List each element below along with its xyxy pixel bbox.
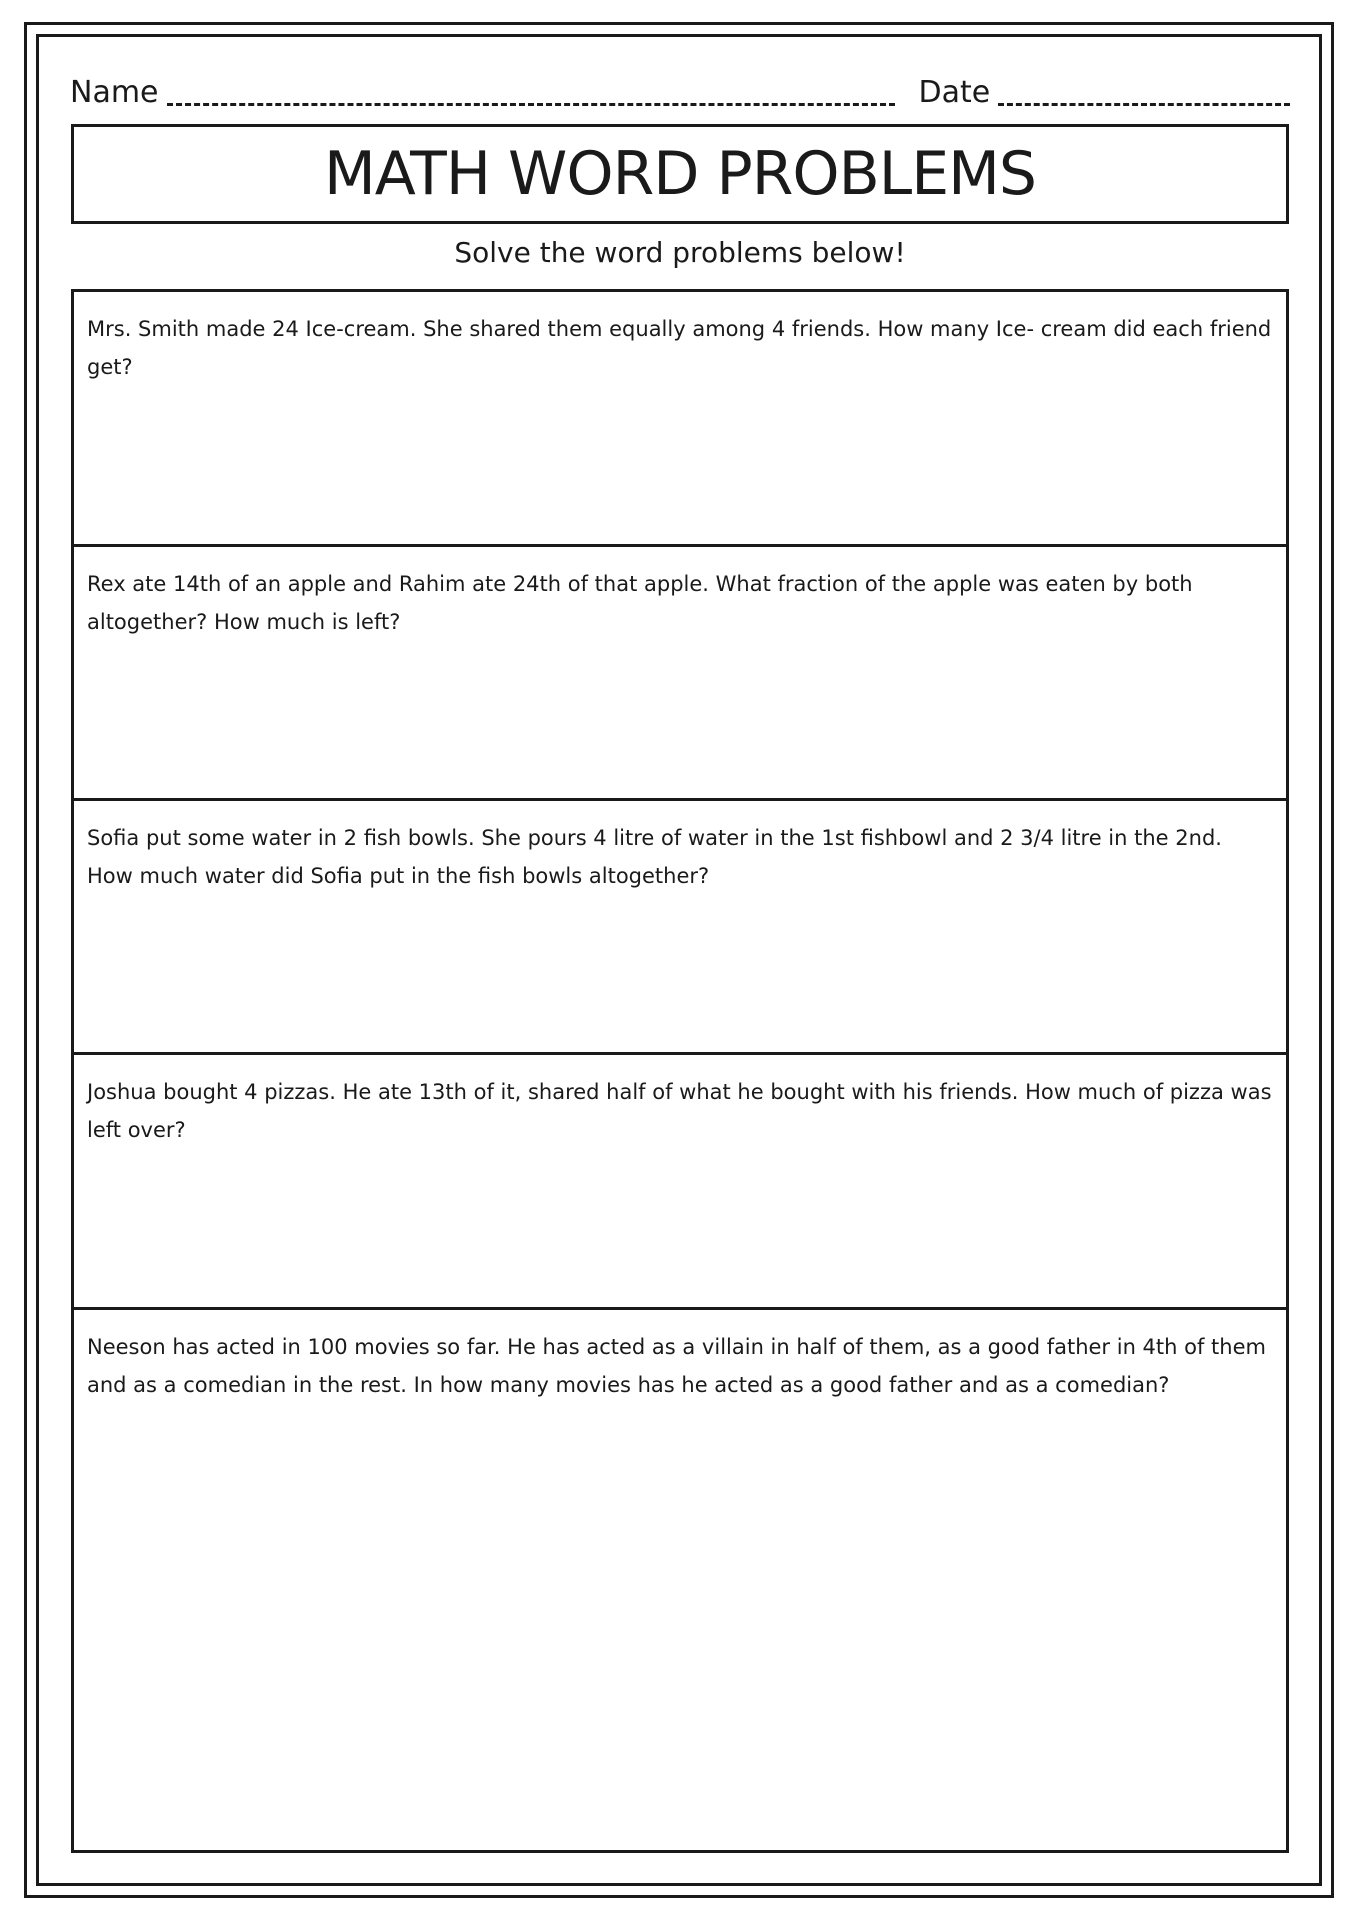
name-label: Name [70, 75, 159, 110]
problem-text: Neeson has acted in 100 movies so far. He has acted as a villain in half of them, as a good father in 4th of them and as a comedian in the rest. In how many movies has he acted as a good father and as a comedian? [87, 1335, 1266, 1397]
problem-row[interactable] [74, 292, 1286, 547]
problem-row[interactable] [74, 547, 1286, 801]
problem-row[interactable] [74, 1310, 1286, 1850]
problem-text: Sofia put some water in 2 fish bowls. She pours 4 litre of water in the 1st fishbowl and 2 3/4 litre in the 2nd. How much water did Sofia put in the fish bowls altogether? [87, 826, 1222, 888]
problem-row[interactable] [74, 1055, 1286, 1310]
problem-row[interactable] [74, 801, 1286, 1055]
title-box [71, 124, 1289, 224]
worksheet-title: MATH WORD PROBLEMS [324, 139, 1036, 209]
problem-text: Joshua bought 4 pizzas. He ate 13th of it, shared half of what he bought with his friends. How much of pizza was left over? [87, 1080, 1272, 1142]
problem-text: Rex ate 14th of an apple and Rahim ate 24th of that apple. What fraction of the apple was eaten by both altogether? How much is left? [87, 572, 1193, 634]
problem-text: Mrs. Smith made 24 Ice-cream. She shared them equally among 4 friends. How many Ice- cream did each friend get? [87, 317, 1272, 379]
name-date-row [70, 66, 1290, 110]
problems-table [71, 289, 1289, 1853]
date-field[interactable] [998, 79, 1290, 106]
instructions: Solve the word problems below! [454, 236, 906, 269]
date-label: Date [918, 75, 991, 110]
name-field[interactable] [167, 79, 895, 106]
